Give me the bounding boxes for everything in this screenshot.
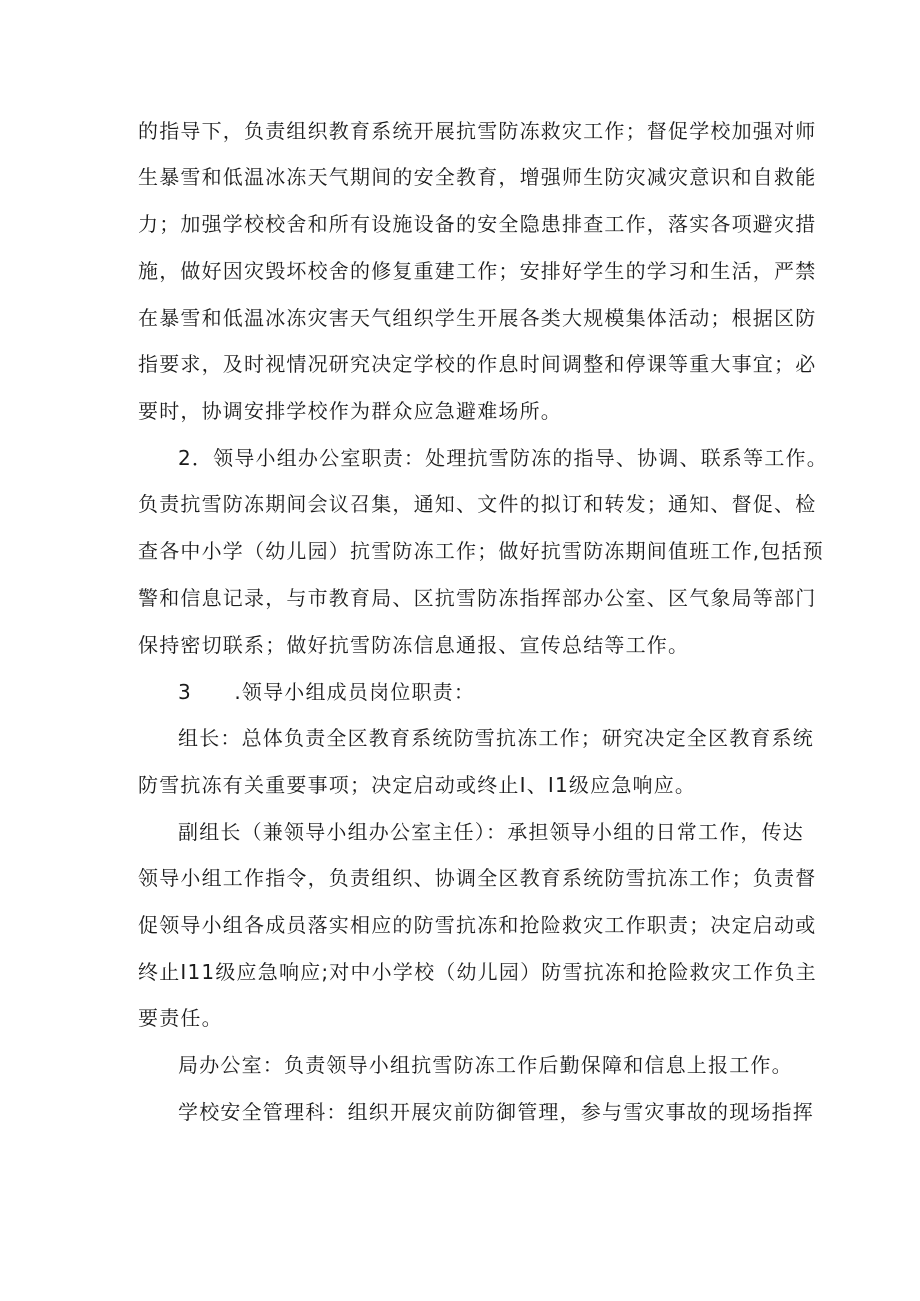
text-line: 警和信息记录，与市教育局、区抗雪防冻指挥部办公室、区气象局等部门 <box>138 586 817 610</box>
text-line: 保持密切联系；做好抗雪防冻信息通报、宣传总结等工作。 <box>138 633 690 657</box>
text-line: 防雪抗冻有关重要事项；决定启动或终止I、I1级应急响应。 <box>138 773 697 797</box>
text-line: 生暴雪和低温冰冻天气期间的安全教育，增强师生防灾减灾意识和自救能 <box>138 165 817 189</box>
text-line: 副组长（兼领导小组办公室主任）：承担领导小组的日常工作，传达 <box>178 820 804 844</box>
text-line: 负责抗雪防冻期间会议召集，通知、文件的拟订和转发；通知、督促、检 <box>138 492 817 516</box>
text-line: 的指导下，负责组织教育系统开展抗雪防冻救灾工作；督促学校加强对师 <box>138 119 817 143</box>
text-line: 领导小组工作指令，负责组织、协调全区教育系统防雪抗冻工作；负责督 <box>138 866 817 890</box>
text-line: 局办公室：负责领导小组抗雪防冻工作后勤保障和信息上报工作。 <box>178 1053 793 1077</box>
section-heading-2: 2．领导小组办公室职责：处理抗雪防冻的指导、协调、联系等工作。 <box>178 446 828 470</box>
text-line: 促领导小组各成员落实相应的防雪抗冻和抢险救灾工作职责；决定启动或 <box>138 913 817 937</box>
text-line: 施，做好因灾毁坏校舍的修复重建工作；安排好学生的学习和生活，严禁 <box>138 259 817 283</box>
text-line: 要时，协调安排学校作为群众应急避难场所。 <box>138 399 562 423</box>
text-line: 组长：总体负责全区教育系统防雪抗冻工作；研究决定全区教育系统 <box>178 726 814 750</box>
text-line: 力；加强学校校舍和所有设施设备的安全隐患排查工作，落实各项避灾措 <box>138 212 817 236</box>
text-line: 查各中小学（幼儿园）抗雪防冻工作；做好抗雪防冻期间值班工作,包括预 <box>138 539 824 563</box>
text-line: 在暴雪和低温冰冻灾害天气组织学生开展各类大规模集体活动；根据区防 <box>138 306 817 330</box>
text-line: 要责任。 <box>138 1006 223 1030</box>
text-line: 终止I11级应急响应;对中小学校（幼儿园）防雪抗冻和抢险救灾工作负主 <box>138 960 817 984</box>
text-line: 指要求，及时视情况研究决定学校的作息时间调整和停课等重大事宜；必 <box>138 352 817 376</box>
text-line: 学校安全管理科：组织开展灾前防御管理，参与雪灾事故的现场指挥 <box>178 1100 814 1124</box>
section-heading-3: 3 .领导小组成员岗位职责： <box>178 680 476 704</box>
